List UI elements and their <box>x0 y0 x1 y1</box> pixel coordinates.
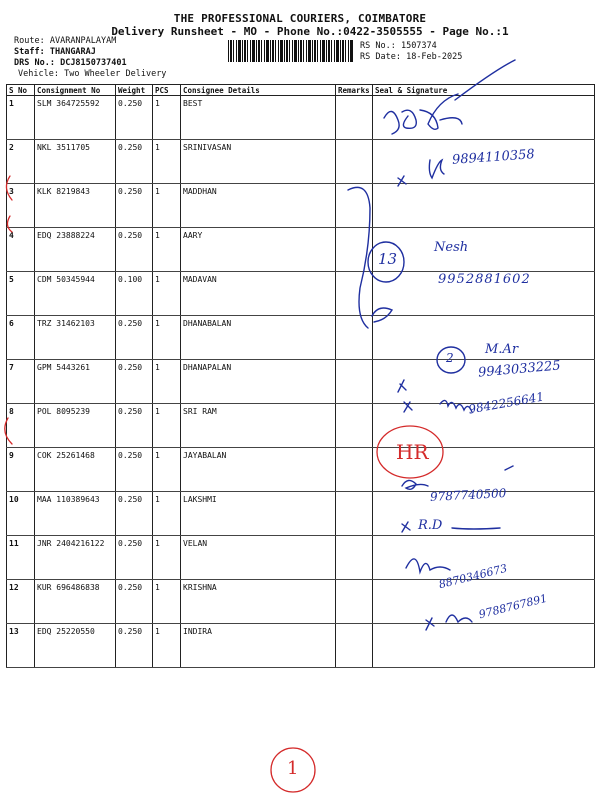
row-consignee: KRISHNA <box>181 580 336 624</box>
route-value: AVARANPALAYAM <box>49 36 117 46</box>
row-consignment: KLK 8219843 <box>35 184 116 228</box>
row-pcs: 1 <box>153 184 181 228</box>
row-pcs: 1 <box>153 360 181 404</box>
row-weight: 0.250 <box>116 96 153 140</box>
row-consignee: VELAN <box>181 536 336 580</box>
row-consignment: KUR 696486838 <box>35 580 116 624</box>
col-consignment: Consignment No <box>35 85 116 96</box>
row-consignment: EDQ 25220550 <box>35 624 116 668</box>
col-consignee: Consignee Details <box>181 85 336 96</box>
rs-date-line <box>360 52 462 62</box>
row-signature <box>373 184 595 228</box>
handwritten-phone-7: 9943033225 <box>477 358 562 381</box>
row-consignment: JNR 2404216122 <box>35 536 116 580</box>
row-consignment: POL 8095239 <box>35 404 116 448</box>
staff-line <box>14 47 96 57</box>
handwritten-phone-12: 8870346673 <box>437 561 509 592</box>
row-remarks <box>336 536 373 580</box>
row-pcs: 1 <box>153 96 181 140</box>
row-signature <box>373 316 595 360</box>
row-consignee: INDIRA <box>181 624 336 668</box>
row-remarks <box>336 492 373 536</box>
row-signature <box>373 96 595 140</box>
row-remarks <box>336 184 373 228</box>
row-sno: 6 <box>7 316 35 360</box>
row-signature <box>373 228 595 272</box>
row-weight: 0.250 <box>116 404 153 448</box>
row-sno: 2 <box>7 140 35 184</box>
handwritten-count-13: 13 <box>378 250 398 268</box>
row-remarks <box>336 580 373 624</box>
col-pcs: PCS <box>153 85 181 96</box>
row-consignment: GPM 5443261 <box>35 360 116 404</box>
col-remarks: Remarks <box>336 85 373 96</box>
drs-line <box>14 58 127 68</box>
row-consignee: DHANAPALAN <box>181 360 336 404</box>
row-weight: 0.250 <box>116 228 153 272</box>
row-consignment: CDM 50345944 <box>35 272 116 316</box>
row-sno: 10 <box>7 492 35 536</box>
table-row <box>7 448 595 492</box>
staff-label: Staff: <box>14 47 45 57</box>
row-consignee: MADAVAN <box>181 272 336 316</box>
handwritten-mark-2: 2 <box>446 351 454 365</box>
row-weight: 0.250 <box>116 140 153 184</box>
row-weight: 0.250 <box>116 316 153 360</box>
handwritten-phone-13: 9788767891 <box>477 591 549 622</box>
row-remarks <box>336 448 373 492</box>
row-remarks <box>336 624 373 668</box>
row-consignment: TRZ 31462103 <box>35 316 116 360</box>
staff-value: THANGARAJ <box>49 47 96 57</box>
row-consignee: SRI RAM <box>181 404 336 448</box>
handwritten-phone-2: 9894110358 <box>451 147 536 168</box>
handwritten-phone-5: 9952881602 <box>438 272 531 287</box>
row-sno: 4 <box>7 228 35 272</box>
row-pcs: 1 <box>153 140 181 184</box>
col-sno: S No <box>7 85 35 96</box>
row-remarks <box>336 140 373 184</box>
row-sno: 8 <box>7 404 35 448</box>
row-pcs: 1 <box>153 624 181 668</box>
rs-date-label: RS Date: <box>360 52 401 62</box>
route-label: Route: <box>14 36 45 46</box>
handwritten-name-4: Nesh <box>434 240 469 255</box>
page-circle-number: 1 <box>287 758 299 779</box>
handwritten-phone-10: 9787740500 <box>429 486 507 504</box>
row-consignee: SRINIVASAN <box>181 140 336 184</box>
row-sno: 13 <box>7 624 35 668</box>
row-pcs: 1 <box>153 316 181 360</box>
row-weight: 0.250 <box>116 536 153 580</box>
row-sno: 11 <box>7 536 35 580</box>
col-signature: Seal & Signature <box>373 85 595 96</box>
row-consignee: JAYABALAN <box>181 448 336 492</box>
drs-label: DRS No.: <box>14 58 55 68</box>
row-weight: 0.250 <box>116 360 153 404</box>
row-weight: 0.250 <box>116 448 153 492</box>
row-remarks <box>336 360 373 404</box>
company-title: THE PROFESSIONAL COURIERS, COIMBATORE <box>173 12 427 25</box>
handwritten-phone-8: 9842256641 <box>467 389 545 417</box>
row-sno: 1 <box>7 96 35 140</box>
row-consignee: AARY <box>181 228 336 272</box>
hr-stamp-text: HR <box>396 440 429 464</box>
row-pcs: 1 <box>153 228 181 272</box>
row-remarks <box>336 316 373 360</box>
drs-value: DCJ8150737401 <box>60 58 127 68</box>
row-weight: 0.250 <box>116 184 153 228</box>
row-remarks <box>336 272 373 316</box>
row-weight: 0.250 <box>116 580 153 624</box>
table-row <box>7 184 595 228</box>
row-pcs: 1 <box>153 272 181 316</box>
row-sno: 5 <box>7 272 35 316</box>
row-consignment: MAA 110389643 <box>35 492 116 536</box>
row-remarks <box>336 228 373 272</box>
vehicle-label: Vehicle: <box>18 69 59 79</box>
row-consignment: COK 25261468 <box>35 448 116 492</box>
handwritten-name-7: M.Ar <box>485 342 519 357</box>
col-weight: Weight <box>116 85 153 96</box>
row-sno: 9 <box>7 448 35 492</box>
row-sno: 7 <box>7 360 35 404</box>
row-sno: 12 <box>7 580 35 624</box>
rs-no-line <box>360 41 437 51</box>
row-signature <box>373 624 595 668</box>
row-remarks <box>336 404 373 448</box>
row-remarks <box>336 96 373 140</box>
row-consignment: SLM 364725592 <box>35 96 116 140</box>
barcode-icon <box>228 40 354 62</box>
table-row <box>7 228 595 272</box>
vehicle-value: Two Wheeler Delivery <box>64 69 167 79</box>
route-line <box>14 36 116 46</box>
table-row <box>7 404 595 448</box>
row-consignee: DHANABALAN <box>181 316 336 360</box>
rs-date-value: 18-Feb-2025 <box>406 52 463 62</box>
table-row <box>7 624 595 668</box>
row-pcs: 1 <box>153 448 181 492</box>
row-weight: 0.250 <box>116 624 153 668</box>
runsheet-subtitle: Delivery Runsheet - MO - Phone No.:0422-3505555 - Page No.:1 <box>111 25 509 38</box>
row-weight: 0.250 <box>116 492 153 536</box>
row-pcs: 1 <box>153 580 181 624</box>
row-weight: 0.100 <box>116 272 153 316</box>
handwritten-initials-11: R.D <box>418 518 443 533</box>
row-sno: 3 <box>7 184 35 228</box>
rs-no-value: 1507374 <box>400 41 437 51</box>
row-pcs: 1 <box>153 492 181 536</box>
row-pcs: 1 <box>153 536 181 580</box>
row-consignee: MADDHAN <box>181 184 336 228</box>
row-pcs: 1 <box>153 404 181 448</box>
vehicle-line <box>18 69 166 79</box>
row-consignee: LAKSHMI <box>181 492 336 536</box>
rs-no-label: RS No.: <box>360 41 396 51</box>
row-consignment: NKL 3511705 <box>35 140 116 184</box>
row-consignee: BEST <box>181 96 336 140</box>
table-row <box>7 96 595 140</box>
table-header-row <box>7 85 595 96</box>
row-consignment: EDQ 23888224 <box>35 228 116 272</box>
